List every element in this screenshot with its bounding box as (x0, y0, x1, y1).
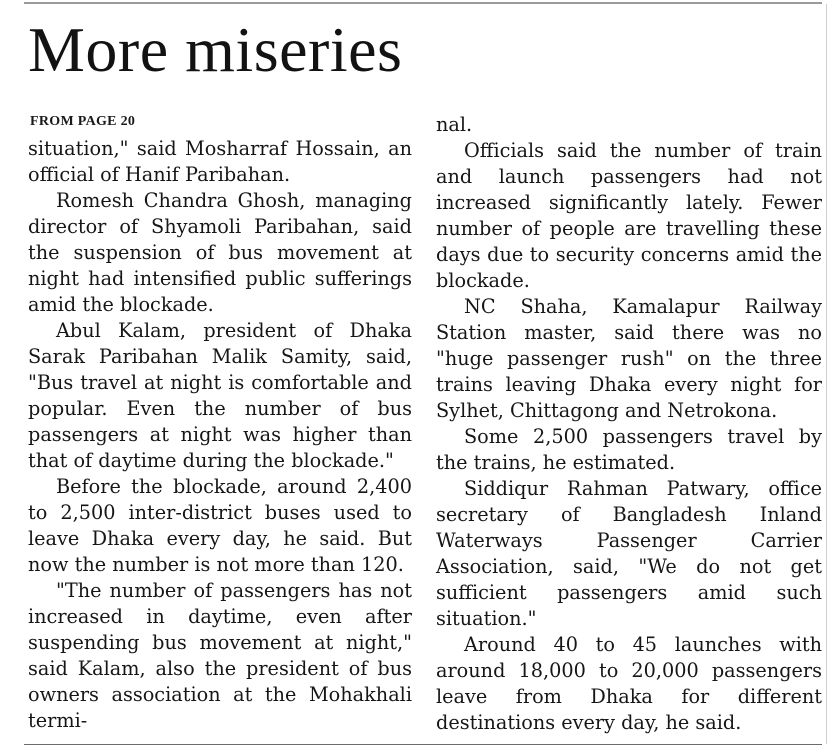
paragraph: NC Shaha, Kamalapur Railway Station master, said there was no "huge passenger rush" on the three trains leaving Dhaka every night for Sylhet, Chittagong and Netrokona. (436, 295, 822, 422)
paragraph: Some 2,500 passengers travel by the trains, he estimated. (436, 425, 822, 474)
jump-line: FROM PAGE 20 (30, 114, 136, 129)
left-column (28, 136, 412, 734)
paragraph: situation," said Mosharraf Hossain, an official of Hanif Paribahan. (28, 137, 412, 186)
bottom-rule (24, 744, 822, 745)
right-edge-rule (826, 4, 827, 744)
right-column (436, 112, 822, 736)
paragraph: Siddiqur Rahman Patwary, office secretary of Bangladesh Inland Waterways Passenger Carrier Association, said, "We do not get sufficient passengers amid such situation." (436, 477, 822, 630)
top-rule (24, 2, 822, 4)
paragraph: Officials said the number of train and launch passengers had not increased significantly lately. Fewer number of people are travelling these days due to security concerns amid the blockade. (436, 139, 822, 292)
paragraph: Romesh Chandra Ghosh, managing director of Shyamoli Paribahan, said the suspension of bus movement at night had intensified public sufferings amid the blockade. (28, 189, 412, 316)
headline: More miseries (28, 14, 403, 85)
paragraph: Before the blockade, around 2,400 to 2,500 inter-district buses used to leave Dhaka every day, he said. But now the number is not more than 120. (28, 475, 412, 576)
paragraph: "The number of passengers has not increased in daytime, even after suspending bus movement at night," said Kalam, also the president of bus owners association at the Mohakhali termi- (28, 579, 412, 732)
paragraph: Around 40 to 45 launches with around 18,000 to 20,000 passengers leave from Dhaka for different destinations every day, he said. (436, 633, 822, 734)
paragraph: Abul Kalam, president of Dhaka Sarak Paribahan Malik Samity, said, "Bus travel at night is comfortable and popular. Even the number of bus passengers at night was higher than that of daytime during the blockade." (28, 319, 412, 472)
paragraph: nal. (436, 113, 473, 136)
